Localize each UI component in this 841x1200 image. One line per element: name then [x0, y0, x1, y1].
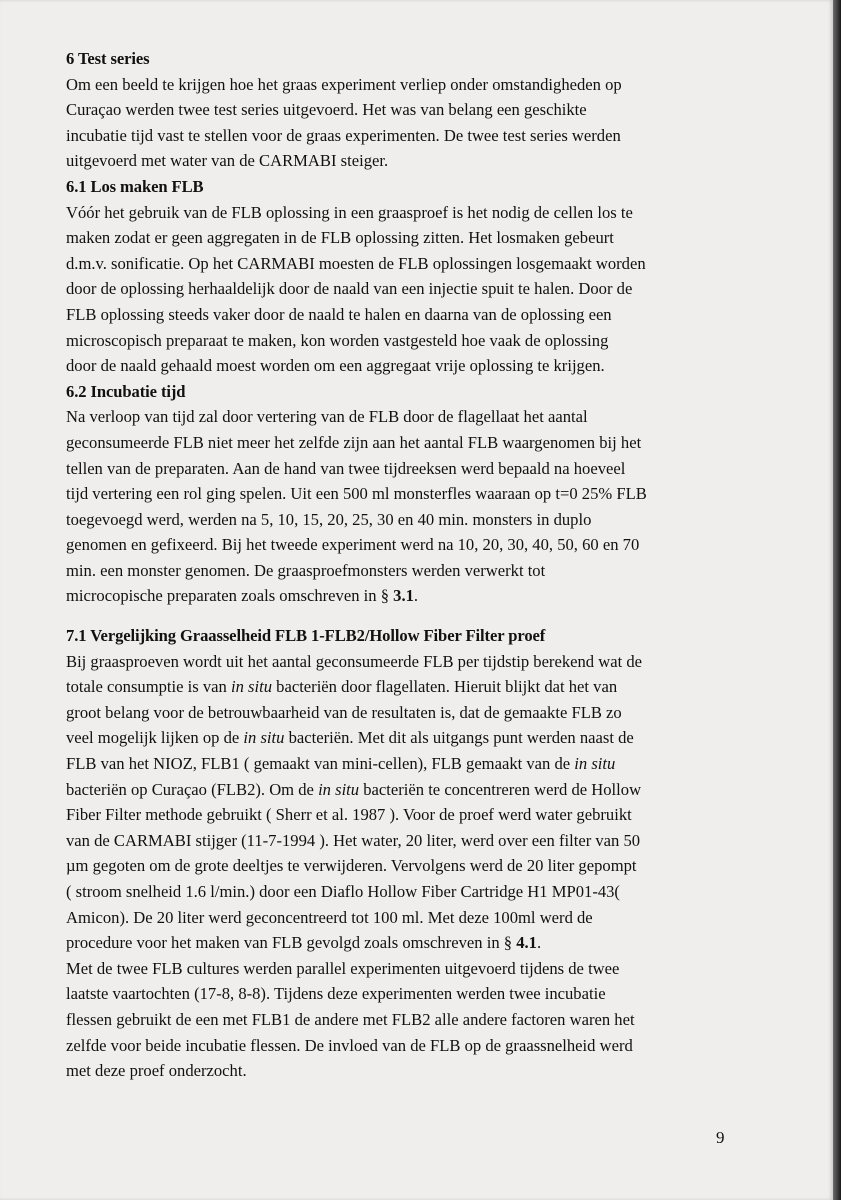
text-line: [66, 725, 746, 751]
text-line: flessen gebruikt de een met FLB1 de andere met FLB2 alle andere factoren waren het: [66, 1009, 635, 1029]
text-line: min. een monster genomen. De graasproefmonsters werden verwerkt tot: [66, 560, 546, 580]
text-line: ( stroom snelheid 1.6 l/min.) door een Diaflo Hollow Fiber Cartridge H1 MP01-43(: [66, 882, 620, 901]
text-line: uitgevoerd met water van de CARMABI steiger.: [66, 151, 389, 171]
text-segment: bacteriën. Met dit als uitgangs punt werden naast de: [284, 728, 634, 748]
body-text: [66, 46, 746, 1084]
italic-term: in situ: [230, 677, 273, 697]
text-line: tijd vertering een rol ging spelen. Uit een 500 ml monsterfles waaraan op t=0 25% FLB: [66, 484, 647, 504]
text-segment: .: [413, 586, 419, 606]
italic-term: in situ: [243, 728, 285, 748]
text-line: van de CARMABI stijger (11-7-1994 ). Het water, 20 liter, werd over een filter van 50: [66, 830, 641, 850]
text-line: FLB oplossing steeds vaker door de naald te halen en daarna van de oplossing een: [66, 304, 612, 324]
text-line: d.m.v. sonificatie. Op het CARMABI moesten de FLB oplossingen losgemaakt worden: [66, 253, 646, 273]
text-line: [66, 674, 746, 700]
text-line: [66, 777, 746, 803]
text-line: geconsumeerde FLB niet meer het zelfde zijn aan het aantal FLB waargenomen bij het: [66, 432, 642, 452]
italic-term: in situ: [574, 754, 616, 774]
heading-los-maken-flb: 6.1 Los maken FLB: [66, 176, 204, 196]
text-segment: procedure voor het maken van FLB gevolgd zoals omschreven in §: [66, 933, 517, 953]
text-line: groot belang voor de betrouwbaarheid van de resultaten is, dat de gemaakte FLB zo: [66, 702, 622, 722]
heading-vergelijking-graasselheid: 7.1 Vergelijking Graasselheid FLB 1-FLB2/Hollow Fiber Filter proef: [66, 626, 546, 646]
text-segment: microcopische preparaten zoals omschreven in §: [66, 586, 394, 606]
text-line: [66, 751, 746, 777]
text-line: Amicon). De 20 liter werd geconcentreerd tot 100 ml. Met deze 100ml werd de: [66, 907, 593, 927]
text-line: met deze proef onderzocht.: [66, 1061, 247, 1081]
section-reference: 3.1: [393, 586, 414, 606]
text-line: Met de twee FLB cultures werden parallel experimenten uitgevoerd tijdens de twee: [66, 958, 620, 978]
text-line: Na verloop van tijd zal door vertering van de FLB door de flagellaat het aantal: [66, 407, 588, 427]
text-line: Om een beeld te krijgen hoe het graas experiment verliep onder omstandigheden op: [66, 74, 622, 94]
text-segment: bacteriën te concentreren werd de Hollow: [359, 779, 642, 799]
text-line: incubatie tijd vast te stellen voor de graas experimenten. De twee test series werden: [66, 125, 621, 145]
text-line: maken zodat er geen aggregaten in de FLB oplossing zitten. Het losmaken gebeurt: [66, 228, 614, 248]
heading-test-series: 6 Test series: [66, 49, 150, 68]
text-line: Bij graasproeven wordt uit het aantal geconsumeerde FLB per tijdstip berekend wat de: [66, 651, 642, 671]
text-line: door de oplossing herhaaldelijk door de naald van een injectie spuit te halen. Door de: [66, 279, 633, 299]
text-segment: FLB van het NIOZ, FLB1 ( gemaakt van mini-cellen), FLB gemaakt van de: [66, 754, 575, 774]
text-line: [66, 930, 746, 956]
text-line: tellen van de preparaten. Aan de hand van twee tijdreeksen werd bepaald na hoeveel: [66, 458, 626, 478]
section-gap: [66, 609, 746, 623]
section-reference: 4.1: [516, 933, 537, 953]
text-segment: bacteriën door flagellaten. Hieruit blijkt dat het van: [272, 677, 618, 697]
heading-incubatie-tijd: 6.2 Incubatie tijd: [66, 381, 186, 401]
text-segment: veel mogelijk lijken op de: [66, 728, 244, 748]
italic-term: in situ: [318, 779, 360, 799]
text-segment: totale consumptie is van: [66, 677, 231, 697]
text-line: [66, 583, 746, 609]
text-line: genomen en gefixeerd. Bij het tweede experiment werd na 10, 20, 30, 40, 50, 60 en 70: [66, 535, 640, 555]
text-segment: bacteriën op Curaçao (FLB2). Om de: [66, 779, 319, 799]
text-line: zelfde voor beide incubatie flessen. De invloed van de FLB op de graassnelheid werd: [66, 1035, 633, 1055]
text-line: laatste vaartochten (17-8, 8-8). Tijdens deze experimenten werden twee incubatie: [66, 984, 606, 1004]
text-line: door de naald gehaald moest worden om een aggregaat vrije oplossing te krijgen.: [66, 356, 605, 376]
text-line: Fiber Filter methode gebruikt ( Sherr et al. 1987 ). Voor de proef werd water gebruikt: [66, 805, 632, 825]
text-line: microscopisch preparaat te maken, kon worden vastgesteld hoe vaak de oplossing: [66, 330, 609, 350]
text-line: Vóór het gebruik van de FLB oplossing in een graasproef is het nodig de cellen los te: [66, 202, 633, 222]
page-edge-shadow: [833, 0, 841, 1200]
text-segment: .: [536, 933, 542, 953]
text-line: µm gegoten om de grote deeltjes te verwijderen. Vervolgens werd de 20 liter gepompt: [66, 856, 637, 876]
text-line: toegevoegd werd, werden na 5, 10, 15, 20, 25, 30 en 40 min. monsters in duplo: [66, 509, 592, 529]
page-number: 9: [716, 1128, 725, 1147]
text-line: Curaçao werden twee test series uitgevoerd. Het was van belang een geschikte: [66, 100, 587, 120]
